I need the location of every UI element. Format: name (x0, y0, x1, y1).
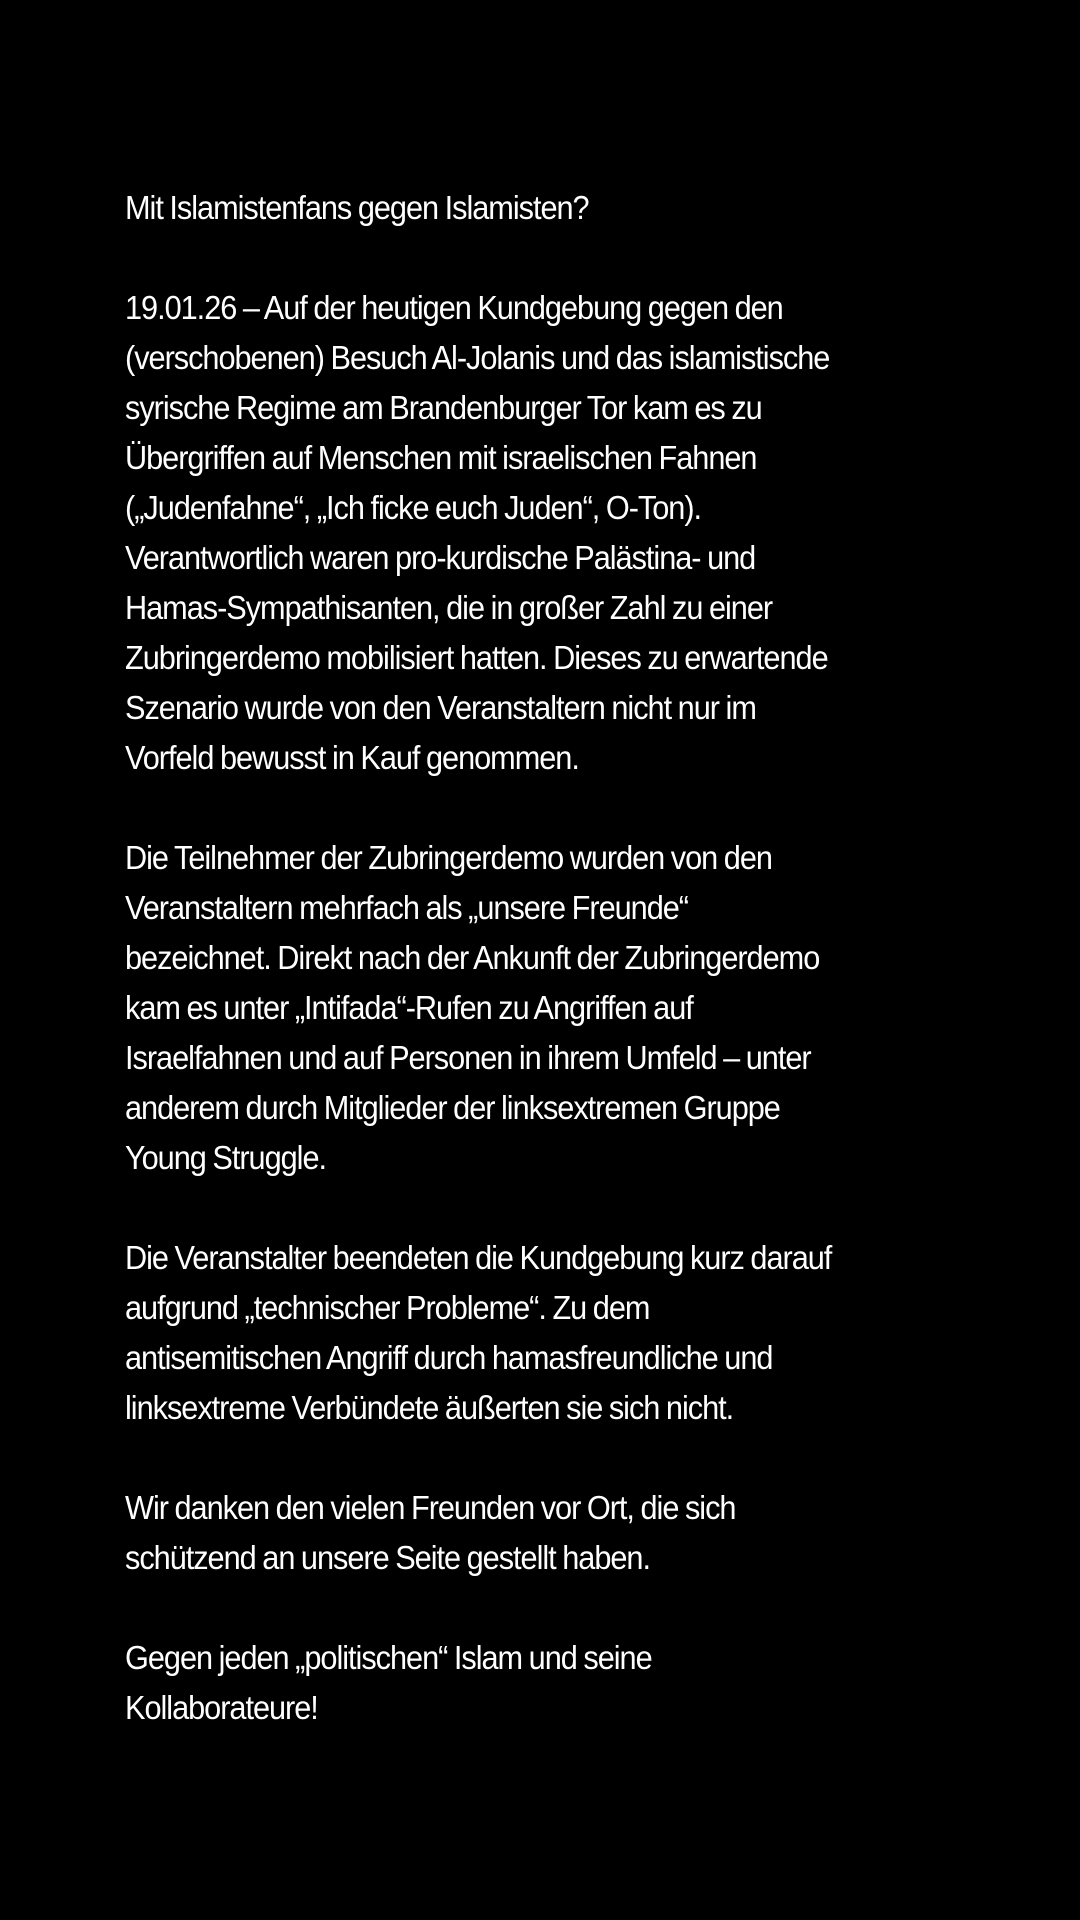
paragraph-thanks: Wir danken den vielen Freunden vor Ort, die sich schützend an unsere Seite gestellt haben. (125, 1489, 736, 1576)
paragraph-incident-report: 19.01.26 – Auf der heutigen Kundgebung gegen den (verschobenen) Besuch Al-Jolanis und das islamistische syrische Regime am Brandenburger Tor kam es zu Übergriffen auf Menschen mit israelischen Fahnen („Judenfahne“, „Ich ficke euch Juden“, O-Ton). Verantwortlich waren pro-kurdische Palästina- und Hamas-Sympathisanten, die in großer Zahl zu einer Zubringerdemo mobilisiert hatten. Dieses zu erwartende Szenario wurde von den Veranstaltern nicht nur im Vorfeld bewusst in Kauf genommen. (125, 289, 830, 776)
paragraph-organizers-friends: Die Teilnehmer der Zubringerdemo wurden von den Veranstaltern mehrfach als „unsere Freunde“ bezeichnet. Direkt nach der Ankunft der Zubringerdemo kam es unter „Intifada“-Rufen zu Angriffen auf Israelfahnen und auf Personen in ihrem Umfeld – unter anderem durch Mitglieder der linksextremen Gruppe Young Struggle. (125, 839, 820, 1176)
statement-title: Mit Islamistenfans gegen Islamisten? (125, 189, 589, 226)
paragraph-closing-slogan: Gegen jeden „politischen“ Islam und seine Kollaborateure! (125, 1639, 652, 1726)
paragraph-event-ended: Die Veranstalter beendeten die Kundgebung kurz darauf aufgrund „technischer Probleme“. Zu dem antisemitischen Angriff durch hamasfreundliche und linksextreme Verbündete äußerten sie sich nicht. (125, 1239, 832, 1426)
statement-text-block (125, 183, 925, 1733)
